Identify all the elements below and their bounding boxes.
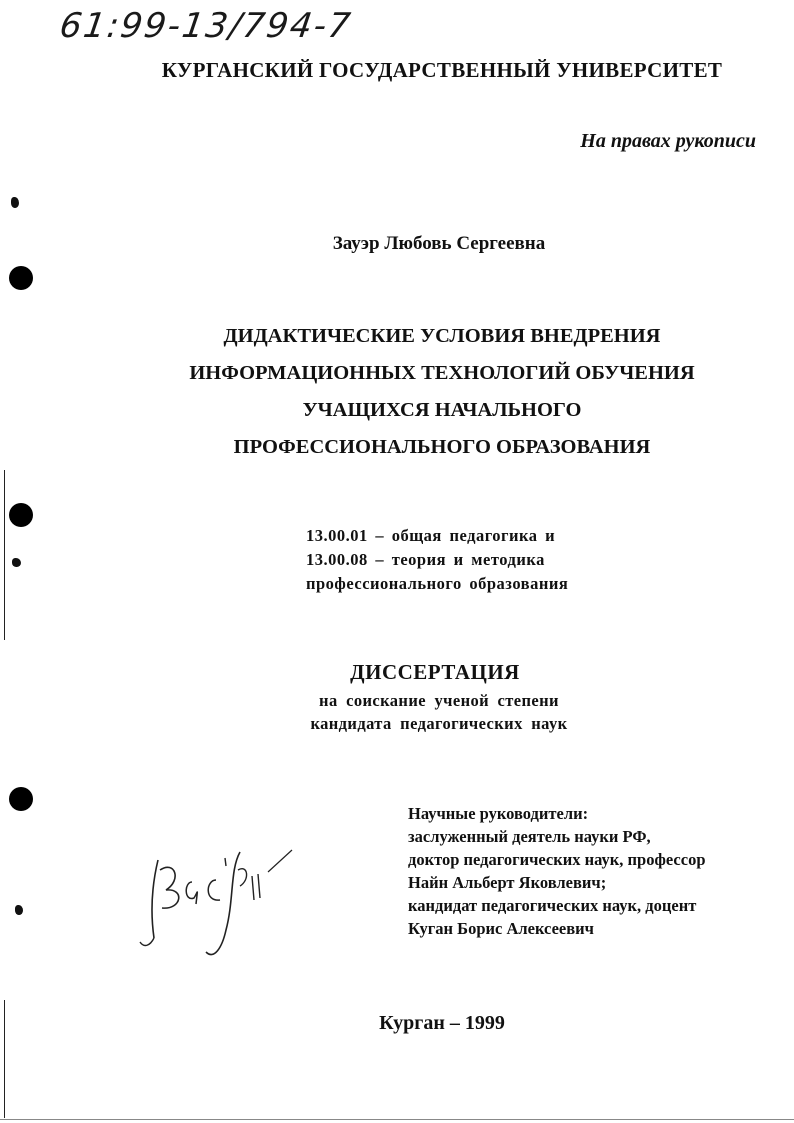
- supervisor-line: заслуженный деятель науки РФ,: [408, 827, 651, 846]
- scan-left-edge: [4, 470, 5, 640]
- dissertation-title: [45, 318, 794, 466]
- binding-hole-1: [9, 266, 33, 290]
- supervisor-line: доктор педагогических наук, профессор: [408, 850, 706, 869]
- university-name: КУРГАНСКИЙ ГОСУДАРСТВЕННЫЙ УНИВЕРСИТЕТ: [161, 58, 723, 82]
- scan-speck-2: [12, 558, 21, 567]
- supervisor-line: Куган Борис Алексеевич: [408, 919, 594, 938]
- binding-hole-2: [9, 503, 33, 527]
- scan-left-edge-lower: [4, 1000, 5, 1118]
- city-year: Курган – 1999: [379, 1012, 505, 1034]
- archive-number-handwritten: 61:99-13/794-7: [57, 6, 355, 46]
- scan-speck-3: [15, 905, 23, 915]
- degree-description: [42, 689, 794, 735]
- supervisors-block: [408, 802, 706, 940]
- title-line: УЧАЩИХСЯ НАЧАЛЬНОГО: [302, 399, 582, 421]
- document-type-label: ДИССЕРТАЦИЯ: [350, 660, 520, 684]
- title-line: ДИДАКТИЧЕСКИЕ УСЛОВИЯ ВНЕДРЕНИЯ: [223, 325, 661, 347]
- degree-line: кандидата педагогических наук: [310, 714, 568, 733]
- specialty-line: 13.00.01 – общая педагогика и: [306, 526, 556, 545]
- supervisor-line: Научные руководители:: [408, 804, 589, 823]
- specialty-line: 13.00.08 – теория и методика: [306, 550, 545, 569]
- author-name: Зауэр Любовь Сергеевна: [332, 233, 546, 254]
- scan-bottom-edge: [0, 1119, 794, 1120]
- supervisor-line: кандидат педагогических наук, доцент: [408, 896, 697, 915]
- handwritten-signature: [130, 830, 300, 970]
- title-line: ПРОФЕССИОНАЛЬНОГО ОБРАЗОВАНИЯ: [233, 436, 651, 458]
- title-line: ИНФОРМАЦИОННЫХ ТЕХНОЛОГИЙ ОБУЧЕНИЯ: [189, 362, 695, 384]
- binding-hole-3: [9, 787, 33, 811]
- supervisor-line: Найн Альберт Яковлевич;: [408, 873, 607, 892]
- specialty-codes: [306, 524, 568, 596]
- specialty-line: профессионального образования: [306, 574, 569, 593]
- rights-note: На правах рукописи: [580, 130, 756, 152]
- degree-line: на соискание ученой степени: [319, 691, 559, 710]
- scan-speck-1: [11, 197, 19, 208]
